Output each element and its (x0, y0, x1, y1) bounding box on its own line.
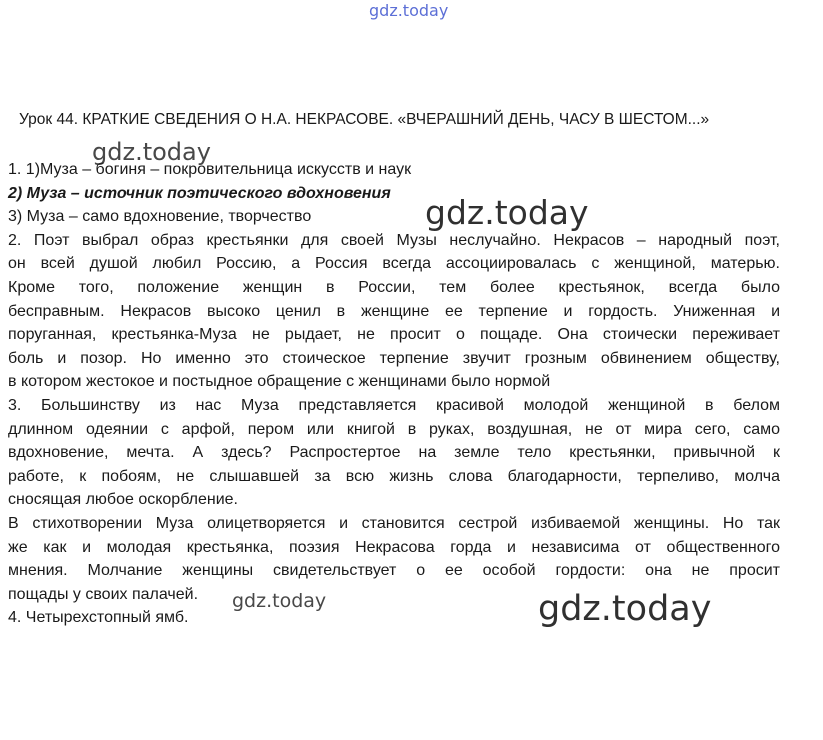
answer-line-20: 4. Четырехстопный ямб. (8, 609, 189, 627)
answer-line-16: В стихотворении Муза олицетворяется и становится сестрой избиваемой женщины. Но так (8, 514, 780, 532)
watermark-3: gdz.today (232, 590, 327, 612)
answer-line-15: сносящая любое оскорбление. (8, 491, 238, 509)
answer-line-8: поруганная, крестьянка-Муза не рыдает, не просит о пощаде. Она стоически переживает (8, 326, 780, 344)
answer-line-4: 2. Поэт выбрал образ крестьянки для своей Музы неслучайно. Некрасов – народный поэт, (8, 231, 780, 249)
watermark-2: gdz.today (425, 193, 589, 232)
watermark-1: gdz.today (92, 138, 211, 166)
answer-line-3: 3) Муза – само вдохновение, творчество (8, 208, 312, 226)
watermark-top: gdz.today (369, 1, 449, 20)
answer-line-17: же как и молодая крестьянка, поэзия Некрасова горда и независима от общественного (8, 538, 780, 556)
answer-line-7: бесправным. Некрасов высоко ценил в женщине ее терпение и гордость. Униженная и (8, 302, 780, 320)
answer-line-14: работе, к побоям, не слышавшей за всю жизнь слова благодарности, терпеливо, молча (8, 467, 780, 485)
answer-line-2: 2) Муза – источник поэтического вдохновения (8, 184, 391, 202)
answer-line-11: 3. Большинству из нас Муза представляется красивой молодой женщиной в белом (8, 396, 780, 414)
answer-line-1: 1. 1)Муза – богиня – покровительница искусств и наук (8, 161, 412, 178)
answer-line-12: длинном одеянии с арфой, пером или книгой в руках, воздушная, не от мира сего, само (8, 420, 780, 438)
answer-line-6: Кроме того, положение женщин в России, тем более крестьянок, всегда было (8, 278, 780, 296)
answer-line-9: боль и позор. Но именно это стоическое терпение звучит грозным обвинением обществу, (8, 349, 780, 367)
answer-line-5: он всей душой любил Россию, а Россия всегда ассоциировалась с женщиной, матерью. (8, 255, 780, 273)
answer-line-18: мнения. Молчание женщины свидетельствует о ее особой гордости: она не просит (8, 562, 780, 580)
lesson-heading: Урок 44. КРАТКИЕ СВЕДЕНИЯ О Н.А. НЕКРАСОВЕ. «ВЧЕРАШНИЙ ДЕНЬ, ЧАСУ В ШЕСТОМ...» (19, 111, 710, 128)
answer-line-19: пощады у своих палачей. (8, 585, 199, 603)
answer-text (8, 158, 780, 630)
answer-line-13: вдохновение, мечта. А здесь? Распростертое на земле тело крестьянки, привычной к (8, 444, 780, 462)
answer-line-10: в котором жестокое и постыдное обращение с женщинами было нормой (8, 373, 551, 391)
watermark-4: gdz.today (538, 589, 712, 629)
